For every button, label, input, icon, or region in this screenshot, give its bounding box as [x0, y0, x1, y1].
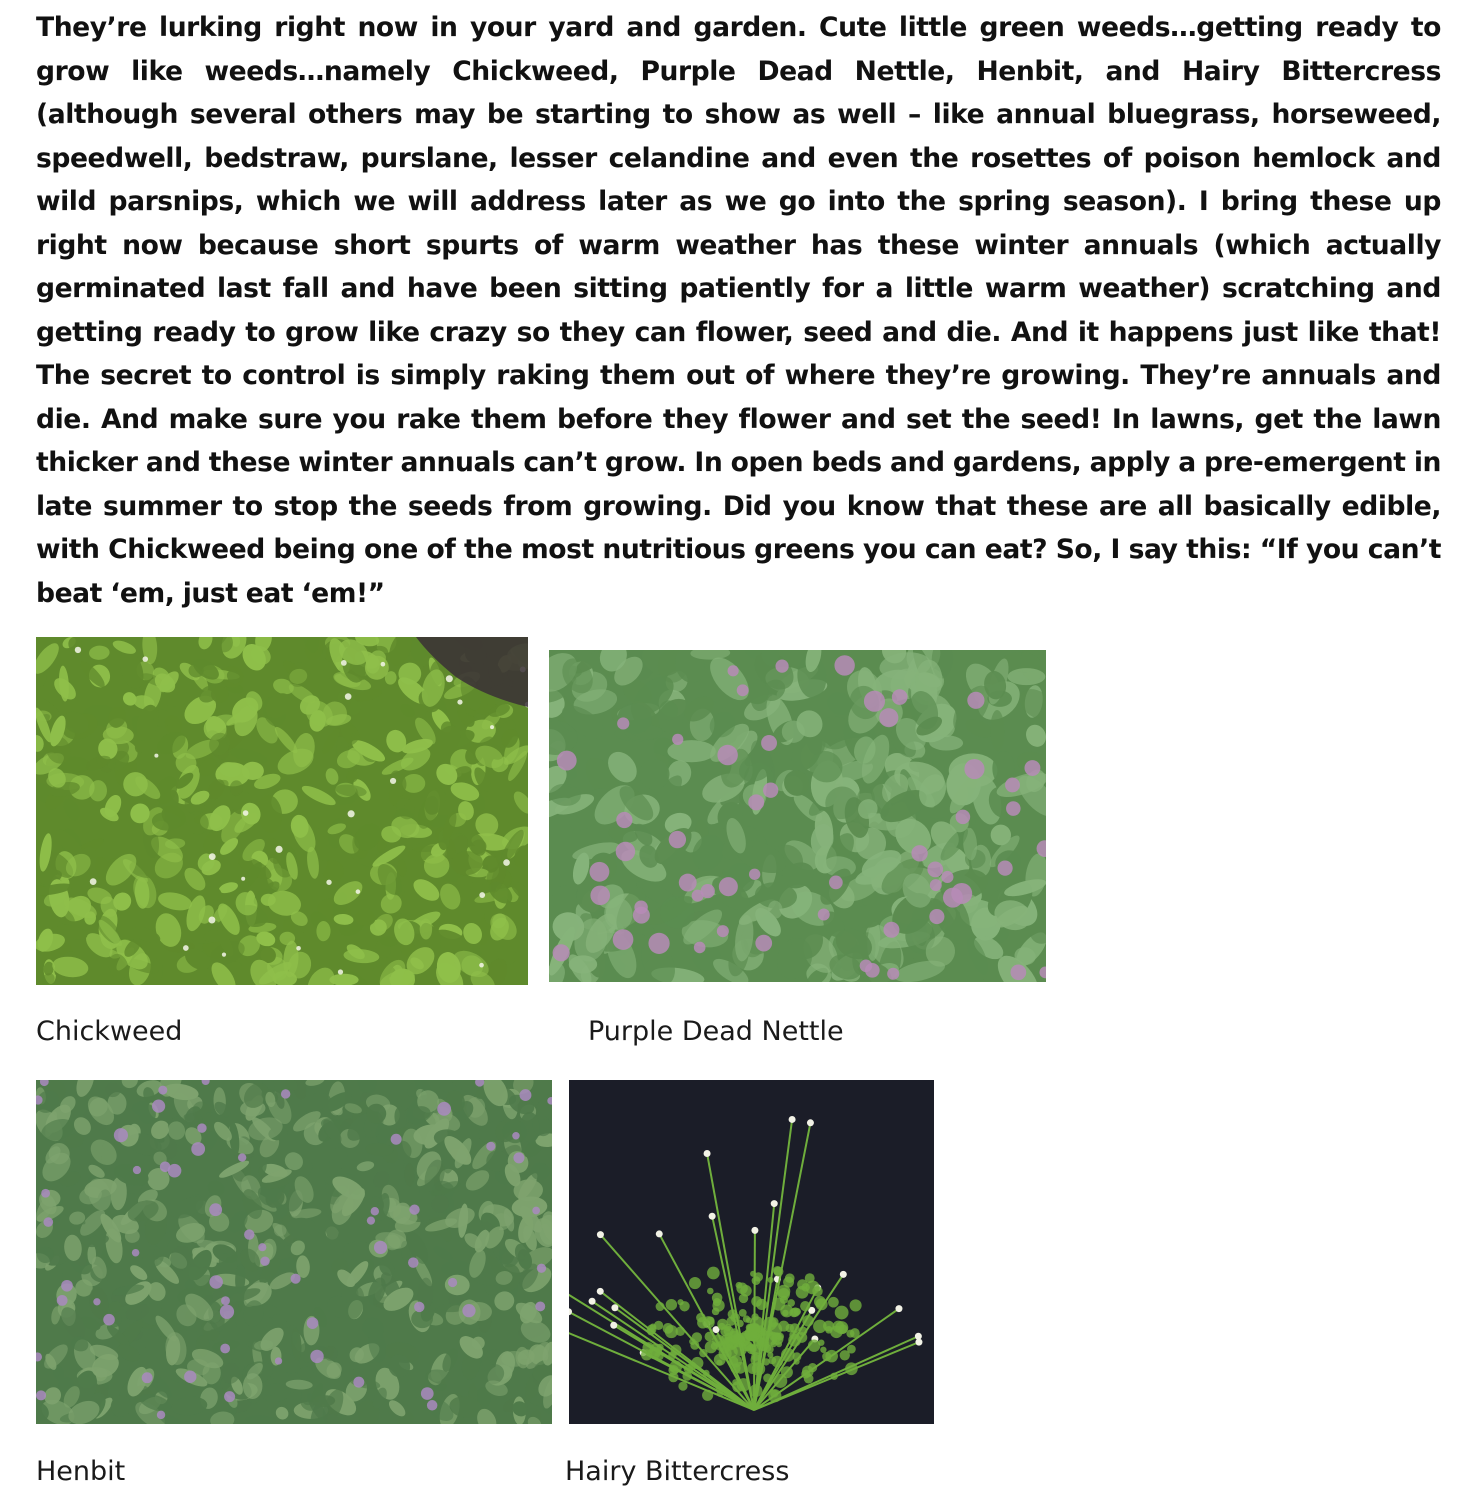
- chickweed-caption: Chickweed: [36, 1016, 183, 1047]
- hairy-bittercress-photo: [569, 1080, 934, 1424]
- hairy-bittercress-caption: Hairy Bittercress: [565, 1456, 790, 1487]
- henbit-caption: Henbit: [36, 1456, 126, 1487]
- chickweed-photo: [36, 637, 528, 985]
- henbit-photo: [36, 1080, 552, 1424]
- purple-dead-nettle-photo: [549, 650, 1046, 982]
- purple-dead-nettle-caption: Purple Dead Nettle: [588, 1016, 844, 1047]
- article-paragraph: They’re lurking right now in your yard and garden. Cute little green weeds…getting ready to grow like weeds…namely Chickweed, Purple Dead Nettle, Henbit, and Hairy Bittercress (although several others may be starting to show as well – like annual bluegrass, horseweed, speedwell, bedstraw, purslane, lesser celandine and even the rosettes of poison hemlock and wild parsnips, which we will address later as we go into the spring season). I bring these up right now because short spurts of warm weather has these winter annuals (which actually germinated last fall and have been sitting patiently for a little warm weather) scratching and getting ready to grow like crazy so they can flower, seed and die. And it happens just like that! The secret to control is simply raking them out of where they’re growing. They’re annuals and die. And make sure you rake them before they flower and set the seed! In lawns, get the lawn thicker and these winter annuals can’t grow. In open beds and gardens, apply a pre-emergent in late summer to stop the seeds from growing. Did you know that these are all basically edible, with Chickweed being one of the most nutritious greens you can eat? So, I say this: “If you can’t beat ‘em, just eat ‘em!”: [36, 12, 1441, 609]
